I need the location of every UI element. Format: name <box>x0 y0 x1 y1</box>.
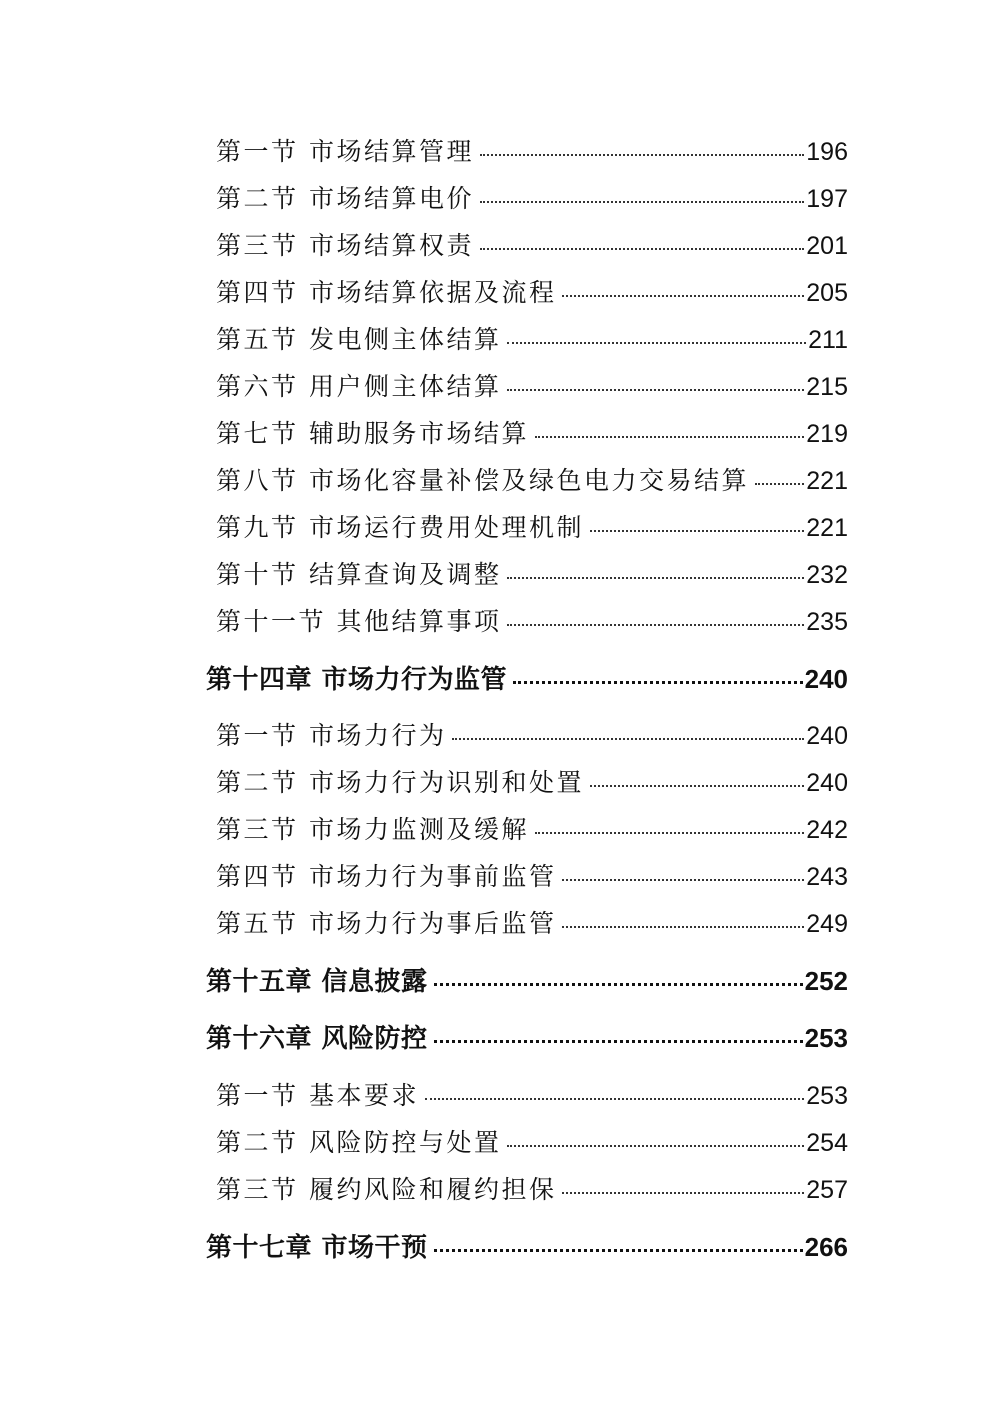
toc-page-number: 219 <box>806 420 848 448</box>
toc-page-number: 215 <box>806 373 848 401</box>
toc-leader-dots <box>480 201 804 203</box>
toc-entry[interactable] <box>216 904 848 940</box>
toc-page-number: 211 <box>808 326 848 354</box>
toc-leader-dots <box>434 1249 803 1252</box>
toc-page-number: 266 <box>804 1232 848 1262</box>
toc-page-number: 205 <box>806 279 848 307</box>
toc-entry-label: 第五节 市场力行为事后监管 <box>216 909 557 938</box>
toc-entry-label: 第三节 市场结算权责 <box>216 231 474 260</box>
toc-chapter-entry[interactable] <box>206 659 848 696</box>
toc-page-number: 254 <box>806 1129 848 1157</box>
toc-leader-dots <box>562 1192 804 1194</box>
toc-leader-dots <box>434 983 803 986</box>
toc-page-number: 252 <box>804 966 848 996</box>
toc-entry[interactable] <box>216 508 848 544</box>
toc-chapter-entry[interactable] <box>206 1018 848 1055</box>
toc-leader-dots <box>507 389 804 391</box>
toc-entry[interactable] <box>216 414 848 450</box>
toc-page-number: 232 <box>806 561 848 589</box>
toc-leader-dots <box>535 436 804 438</box>
toc-entry[interactable] <box>216 367 848 403</box>
toc-page-number: 196 <box>806 138 848 166</box>
toc-chapter-label: 第十五章 信息披露 <box>206 967 428 997</box>
toc-leader-dots <box>755 483 804 485</box>
toc-entry-label: 第八节 市场化容量补偿及绿色电力交易结算 <box>216 466 749 495</box>
toc-leader-dots <box>562 879 804 881</box>
toc-entry-label: 第四节 市场力行为事前监管 <box>216 862 557 891</box>
toc-leader-dots <box>507 342 806 344</box>
toc-entry-label: 第十一节 其他结算事项 <box>216 607 502 636</box>
toc-entry-label: 第六节 用户侧主体结算 <box>216 372 502 401</box>
toc-page-number: 201 <box>806 232 848 260</box>
toc-leader-dots <box>480 154 804 156</box>
toc-leader-dots <box>513 681 803 684</box>
toc-page-number: 197 <box>806 185 848 213</box>
toc-entry[interactable] <box>216 273 848 309</box>
toc-page-number: 249 <box>806 910 848 938</box>
toc-chapter-entry[interactable] <box>206 961 848 998</box>
toc-entry[interactable] <box>216 810 848 846</box>
toc-page-number: 257 <box>806 1176 848 1204</box>
toc-leader-dots <box>507 624 804 626</box>
toc-chapter-label: 第十七章 市场干预 <box>206 1233 428 1263</box>
toc-page-number: 242 <box>806 816 848 844</box>
toc-chapter-entry[interactable] <box>206 1227 848 1264</box>
toc-chapter-label: 第十四章 市场力行为监管 <box>206 665 508 695</box>
toc-page-number: 221 <box>806 467 848 495</box>
toc-leader-dots <box>507 1145 804 1147</box>
toc-entry[interactable] <box>216 320 848 356</box>
toc-leader-dots <box>590 785 804 787</box>
toc-entry-label: 第二节 风险防控与处置 <box>216 1128 502 1157</box>
toc-entry[interactable] <box>216 132 848 168</box>
toc-leader-dots <box>434 1040 803 1043</box>
toc-entry-label: 第九节 市场运行费用处理机制 <box>216 513 584 542</box>
toc-page-number: 253 <box>806 1082 848 1110</box>
toc-entry[interactable] <box>216 1170 848 1206</box>
toc-entry[interactable] <box>216 1076 848 1112</box>
toc-entry-label: 第五节 发电侧主体结算 <box>216 325 502 354</box>
toc-entry-label: 第七节 辅助服务市场结算 <box>216 419 529 448</box>
toc-leader-dots <box>507 577 804 579</box>
toc-entry-label: 第一节 市场结算管理 <box>216 137 474 166</box>
toc-entry[interactable] <box>216 179 848 215</box>
toc-page-number: 253 <box>804 1023 848 1053</box>
toc-entry-label: 第十节 结算查询及调整 <box>216 560 502 589</box>
toc-leader-dots <box>425 1098 804 1100</box>
toc-chapter-label: 第十六章 风险防控 <box>206 1024 428 1054</box>
toc-entry-label: 第一节 市场力行为 <box>216 721 447 750</box>
toc-entry-label: 第四节 市场结算依据及流程 <box>216 278 557 307</box>
toc-entry[interactable] <box>216 716 848 752</box>
toc-leader-dots <box>452 738 804 740</box>
toc-entry-label: 第三节 市场力监测及缓解 <box>216 815 529 844</box>
toc-page-number: 240 <box>804 664 848 694</box>
toc-page-number: 235 <box>806 608 848 636</box>
toc-entry[interactable] <box>216 461 848 497</box>
toc-leader-dots <box>562 926 804 928</box>
toc-leader-dots <box>590 530 804 532</box>
toc-leader-dots <box>535 832 804 834</box>
toc-page-number: 240 <box>806 769 848 797</box>
toc-entry[interactable] <box>216 226 848 262</box>
toc-entry[interactable] <box>216 555 848 591</box>
toc-entry-label: 第二节 市场结算电价 <box>216 184 474 213</box>
toc-entry[interactable] <box>216 1123 848 1159</box>
toc-page-number: 243 <box>806 863 848 891</box>
toc-entry[interactable] <box>216 602 848 638</box>
toc-entry[interactable] <box>216 857 848 893</box>
toc-leader-dots <box>562 295 804 297</box>
toc-entry[interactable] <box>216 763 848 799</box>
toc-page-number: 240 <box>806 722 848 750</box>
toc-entry-label: 第二节 市场力行为识别和处置 <box>216 768 584 797</box>
toc-leader-dots <box>480 248 804 250</box>
toc-page-number: 221 <box>806 514 848 542</box>
toc-entry-label: 第一节 基本要求 <box>216 1081 419 1110</box>
toc-entry-label: 第三节 履约风险和履约担保 <box>216 1175 557 1204</box>
